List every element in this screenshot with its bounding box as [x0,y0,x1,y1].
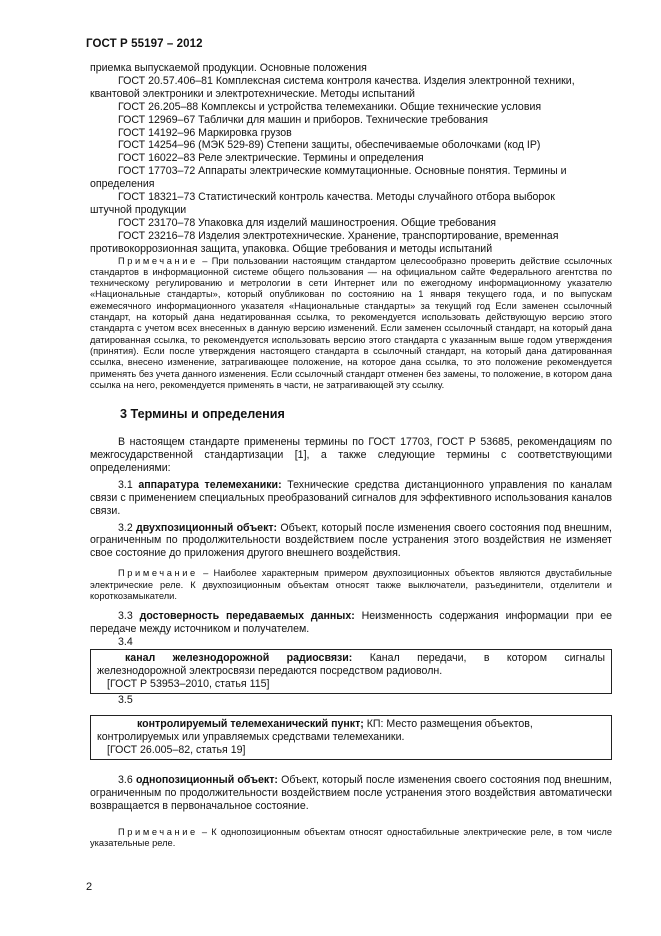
term-3-3 [90,610,612,636]
term-number: 3.6 [118,774,133,787]
note-label: Примечание [118,826,198,837]
term-definition: Канал передачи, в котором сигналы [369,651,605,664]
note-text: – При пользовании настоящим стандартом целесообразно проверить действие ссылочных стандартов в информационной системе общего пользования — на официальном сайте Федерального агентства по техническому регулированию и метрологии в сети Интернет или по ежегодному информационному указателю «Национальные стандарты», который опубликован по состоянию на 1 января текущего года, и по выпускам ежемесячного информационного указателя «Национальные стандарты» за текущий год Если заменен ссылочный стандарт, на который дана недатированная ссылка, то рекомендуется использовать действующую версию этого стандарта с учетом всех внесенных в данную версию изменений. Если заменен ссылочный стандарт, на который дана датированная ссылка, то рекомендуется использовать версию этого стандарта с указанным выше годом утверждения (принятия). Если после утверждения настоящего стандарта в ссылочный стандарт, на который дана датированная ссылка, внесено изменение, затрагивающее положение, на которое дана ссылка, то это положение рекомендуется применять без учета данного изменения. Если ссылочный стандарт отменен без замены, то положение, в котором дана ссылка на него, рекомендуется применять в части, не затрагивающей эту ссылку. [90,255,612,390]
ref-item: ГОСТ 14192–96 Маркировка грузов [118,126,292,139]
term-number: 3.1 [118,478,133,491]
ref-item: ГОСТ 18321–73 Статистический контроль качества. Методы случайного отбора выборок [118,191,555,204]
term-3-4-line2: железнодорожной электросвязи передаются посредством радиоволн. [97,664,443,677]
ref-item: ГОСТ 23170–78 Упаковка для изделий машиностроения. Общие требования [118,216,497,229]
ref-item: ГОСТ 23216–78 Изделия электротехнические. Хранение, транспортирование, временная [118,229,559,242]
term-definition: КП: Место размещения объектов, [363,718,533,731]
term-source: [ГОСТ Р 53953–2010, статья 115] [107,677,270,690]
term-definition: Объект, который после изменения своего состояния под внешним, ограниченным по продолжительности воздействием после устранения этого воздействия не изменяет свое состояние до приложения другого внешнего воздействия. [90,521,612,560]
term-number-3-5: 3.5 [118,693,133,706]
term-3-6 [90,774,612,813]
page-header-title: ГОСТ Р 55197 – 2012 [86,38,203,50]
term-3-1 [90,479,612,518]
note-text: – Наиболее характерным примером двухпозиционных объектов являются двустабильные электрические реле. К двухпозиционным объектам относят также выключатели, разъединители, отделители и короткозамыкатели. [90,568,612,601]
ref-continuation: приемка выпускаемой продукции. Основные положения [90,62,367,74]
ref-item: ГОСТ 16022–83 Реле электрические. Термины и определения [118,152,424,165]
term-number: 3.3 [118,610,133,623]
note-label: Примечание [118,255,198,266]
term-definition: Технические средства дистанционного управления по каналам связи с применением специальных преобразований сигналов для эффективного использования каналов связи. [90,478,612,517]
page-number: 2 [86,881,93,893]
note-text: – К однопозиционным объектам относят одностабильные электрические реле, в том числе указательные реле. [90,826,612,849]
term-name: аппаратура телемеханики: [138,478,282,491]
term-3-5-line2: контролируемых или управляемых средствами телемеханики. [97,731,405,744]
term-number-3-4: 3.4 [118,635,133,648]
term-source: [ГОСТ 26.005–82, статья 19] [107,744,246,757]
ref-item: ГОСТ 20.57.406–81 Комплексная система контроля качества. Изделия электронной техники, [118,74,575,87]
note-label: Примечание [118,568,198,579]
term-number: 3.2 [118,521,133,534]
section-title: 3 Термины и определения [120,407,285,422]
ref-item: ГОСТ 26.205–88 Комплексы и устройства телемеханики. Общие технические условия [118,100,542,113]
ref-item: ГОСТ 17703–72 Аппараты электрические коммутационные. Основные понятия. Термины и [118,165,567,178]
term-3-5-line1 [97,718,605,731]
ref-item-cont: штучной продукции [90,203,187,216]
term-box-3-5 [90,715,612,760]
note-references [90,256,612,392]
ref-item-cont: противокоррозионная защита, упаковка. Общие требования и методы испытаний [90,242,493,255]
term-box-3-4 [90,649,612,694]
ref-item: ГОСТ 14254–96 (МЭК 529-89) Степени защиты, обеспечиваемые оболочками (код IP) [118,139,541,152]
page-content [90,62,612,849]
term-name: контролируемый телемеханический пункт; [137,718,364,731]
note-two-position [90,568,612,602]
section-intro: В настоящем стандарте применены термины по ГОСТ 17703, ГОСТ Р 53685, рекомендациям по межгосударственной стандартизации [1], а также следующие термины с соответствующими определениями: [90,436,612,474]
term-name: двухпозиционный объект: [136,521,278,534]
term-3-2 [90,522,612,561]
term-3-4-line1 [97,652,605,665]
ref-item-cont: квантовой электроники и электротехнические. Методы испытаний [90,87,415,100]
note-one-position [90,827,612,850]
term-name: канал железнодорожной радиосвязи: [125,651,353,664]
ref-item-cont: определения [90,178,155,191]
term-name: достоверность передаваемых данных: [139,610,355,623]
term-definition: Неизменность содержания информации при ее передаче между источником и получателем. [90,610,612,636]
term-definition: Объект, который после изменения своего состояния под внешним, ограниченным по продолжительности воздействием после устранения этого воздействия автоматически возвращается в первоначальное состояние. [90,774,612,812]
ref-item: ГОСТ 12969–67 Таблички для машин и приборов. Технические требования [118,113,488,126]
term-name: однопозиционный объект: [135,774,278,787]
